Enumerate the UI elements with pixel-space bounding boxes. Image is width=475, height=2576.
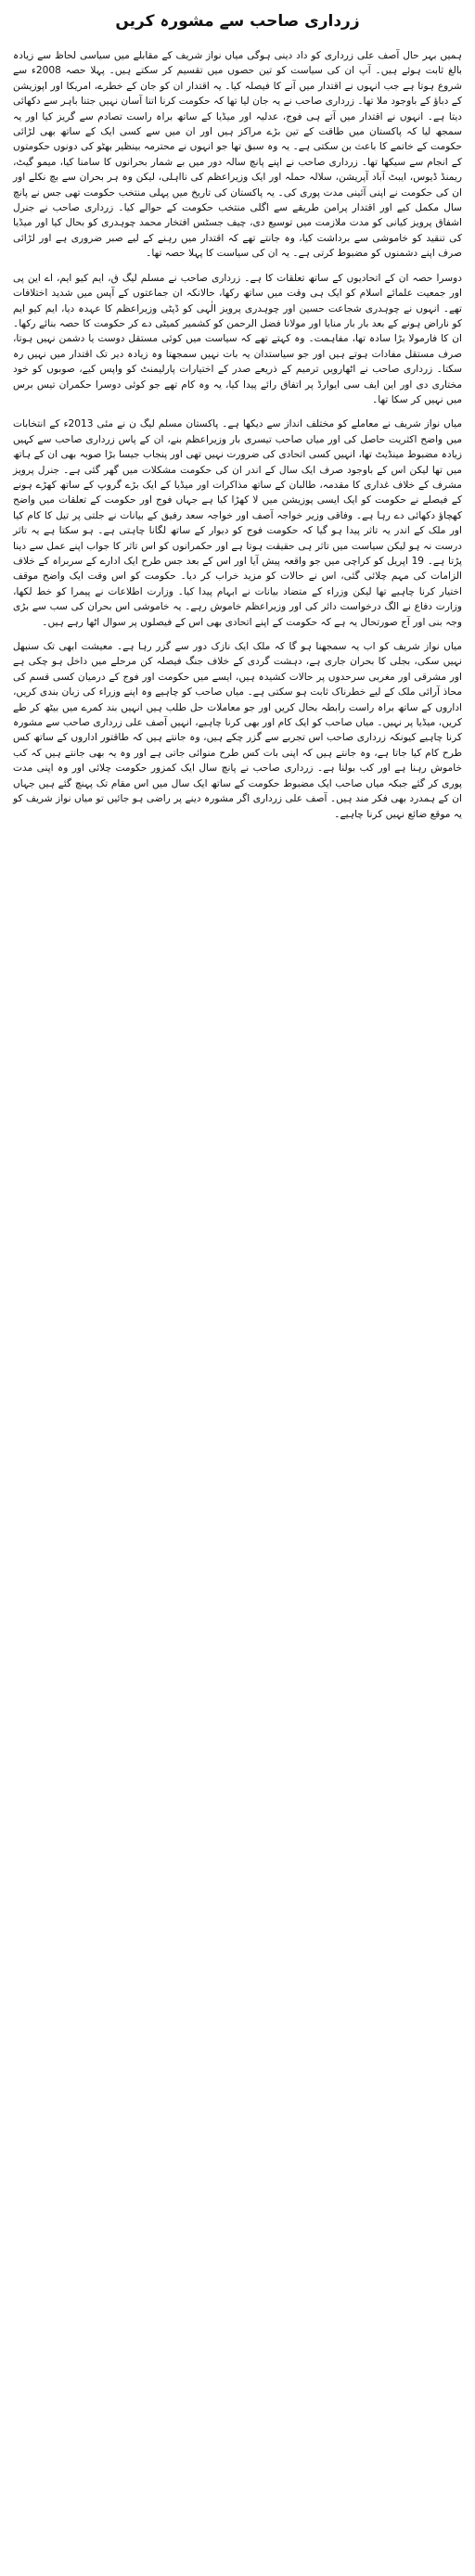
article-body <box>13 48 462 822</box>
paragraph: میاں نواز شریف نے معاملے کو مختلف انداز سے دیکھا ہے۔ پاکستان مسلم لیگ ن نے مئی 2013ء کے انتخابات میں واضح اکثریت حاصل کی اور میاں صاحب تیسری بار وزیراعظم بنے، ان کے پاس زرداری صاحب سے کہیں زیادہ مضبوط مینڈیٹ تھا، انہیں کسی اتحادی کی ضرورت نہیں تھی اور پنجاب جیسا بڑا صوبہ بھی ان کے ہاتھ میں تھا لیکن اس کے باوجود صرف ایک سال کے اندر ان کی حکومت مشکلات میں گھر گئی ہے۔ جنرل پرویز مشرف کے خلاف غداری کا مقدمہ، طالبان کے ساتھ مذاکرات اور میڈیا کے ایک بڑے گروپ کے ساتھ کھڑے ہونے کے فیصلے نے حکومت کو ایک ایسی پوزیشن میں لا کھڑا کیا ہے جہاں فوج اور حکومت کے تعلقات میں واضح کھچاؤ دکھائی دے رہا ہے۔ وفاقی وزیر خواجہ آصف اور خواجہ سعد رفیق کے بیانات نے جلتی پر تیل کا کام کیا اور ملک کے اندر یہ تاثر پیدا ہو گیا کہ حکومت فوج کو دیوار کے ساتھ لگانا چاہتی ہے۔ ہو سکتا ہے یہ تاثر درست نہ ہو لیکن سیاست میں تاثر ہی حقیقت ہوتا ہے اور حکمرانوں کو اس تاثر کا جواب اپنے عمل سے دینا پڑتا ہے۔ 19 اپریل کو کراچی میں جو واقعہ پیش آیا اور اس کے بعد جس طرح ایک ادارے کے سربراہ کے خلاف الزامات کی مہم چلائی گئی، اس نے حالات کو مزید خراب کر دیا۔ حکومت کو اس وقت ایک واضح موقف اختیار کرنا چاہیے تھا لیکن وزراء کے متضاد بیانات نے ابہام پیدا کیا۔ وزارت اطلاعات نے پیمرا کو خط لکھا، وزارت دفاع نے الگ درخواست دائر کی اور وزیراعظم خاموش رہے۔ یہ خاموشی اس بحران کی سب سے بڑی وجہ بنی اور آج صورتحال یہ ہے کہ حکومت کے اپنے اتحادی بھی اس کے فیصلوں پر سوال اٹھا رہے ہیں۔ <box>13 418 462 628</box>
headline: زرداری صاحب سے مشورہ کریں <box>115 12 360 31</box>
paragraph: دوسرا حصہ ان کے اتحادیوں کے ساتھ تعلقات کا ہے۔ زرداری صاحب نے مسلم لیگ ق، ایم کیو ایم، اے این پی اور جمعیت علمائے اسلام کو ایک ہی وقت میں ساتھ رکھا، حالانکہ ان جماعتوں کے آپس میں شدید اختلافات تھے۔ انہوں نے چوہدری شجاعت حسین اور چوہدری پرویز الٰہی کو ڈپٹی وزیراعظم کا عہدہ دیا، ایم کیو ایم کو ناراض ہونے کے بعد بار بار منایا اور مولانا فضل الرحمن کو کشمیر کمیٹی دے کر حکومت کا حصہ بنائے رکھا۔ ان کا فارمولا بڑا سادہ تھا، مفاہمت۔ وہ کہتے تھے کہ سیاست میں کوئی مستقل دوست یا دشمن نہیں ہوتا، صرف مستقل مفادات ہوتے ہیں اور جو سیاستدان یہ بات نہیں سمجھتا وہ زیادہ دیر تک اقتدار میں نہیں رہ سکتا۔ زرداری صاحب نے اٹھارویں ترمیم کے ذریعے صدر کے اختیارات پارلیمنٹ کو واپس کیے، صوبوں کو خود مختاری دی اور این ایف سی ایوارڈ پر اتفاق رائے پیدا کیا، یہ وہ کام تھے جو کوئی دوسرا حکمران تیس برس میں نہیں کر سکا تھا۔ <box>13 272 462 405</box>
paragraph: ہمیں بہر حال آصف علی زرداری کو داد دینی ہوگی میاں نواز شریف کے مقابلے میں سیاسی لحاظ سے زیادہ بالغ ثابت ہوئے ہیں۔ آپ ان کی سیاست کو تین حصوں میں تقسیم کر سکتے ہیں۔ پہلا حصہ 2008ء سے شروع ہوتا ہے جب انہوں نے اقتدار میں آنے کا فیصلہ کیا۔ یہ اقتدار ان کو جان کے خطرے، امریکا اور اپوزیشن کے دباؤ کے باوجود ملا تھا۔ زرداری صاحب نے یہ جان لیا تھا کہ حکومت کرنا اتنا آسان نہیں جتنا باہر سے دکھائی دیتا ہے۔ انہوں نے اقتدار میں آتے ہی فوج، عدلیہ اور میڈیا کے ساتھ براہ راست تصادم سے گریز کیا اور یہ سمجھ لیا کہ پاکستان میں طاقت کے تین بڑے مراکز ہیں اور ان میں سے کسی ایک کے ساتھ بھی لڑائی حکومت کے خاتمے کا باعث بن سکتی ہے۔ یہ وہ سبق تھا جو انہوں نے محترمہ بینظیر بھٹو کی دونوں حکومتوں کے انجام سے سیکھا تھا۔ زرداری صاحب نے اپنے پانچ سالہ دور میں بے شمار بحرانوں کا سامنا کیا، میمو گیٹ، ریمنڈ ڈیوس، ایبٹ آباد آپریشن، سلالہ حملہ اور ایک وزیراعظم کی نااہلی، لیکن وہ ہر بحران سے بچ نکلے اور ان کی حکومت نے اپنی آئینی مدت پوری کی۔ یہ پاکستان کی تاریخ میں پہلی منتخب حکومت تھی جس نے پانچ سال مکمل کیے اور اقتدار پرامن طریقے سے اگلی منتخب حکومت کے حوالے کیا۔ زرداری صاحب نے جنرل اشفاق پرویز کیانی کو مدت ملازمت میں توسیع دی، چیف جسٹس افتخار محمد چوہدری کو بحال کیا اور میڈیا کی تنقید کو خاموشی سے برداشت کیا، وہ جانتے تھے کہ اقتدار میں رہنے کے لیے صبر ضروری ہے اور لڑائی صرف اپنے دشمنوں کو مضبوط کرتی ہے۔ یہ ان کی سیاست کا پہلا حصہ تھا۔ <box>13 50 462 260</box>
paragraph: میاں نواز شریف کو اب یہ سمجھنا ہو گا کہ ملک ایک نازک دور سے گزر رہا ہے۔ معیشت ابھی تک سنبھل نہیں سکی، بجلی کا بحران جاری ہے، دہشت گردی کے خلاف جنگ فیصلہ کن مرحلے میں داخل ہو چکی ہے اور مشرقی اور مغربی سرحدوں پر حالات کشیدہ ہیں، ایسے میں حکومت اور فوج کے درمیان کسی قسم کی محاذ آرائی ملک کے لیے خطرناک ثابت ہو سکتی ہے۔ میاں صاحب کو چاہیے وہ اپنے وزراء کی زبان بندی کریں، اداروں کے ساتھ براہ راست رابطہ بحال کریں اور جو معاملات حل طلب ہیں انہیں بند کمرے میں بیٹھ کر طے کریں، میڈیا پر نہیں۔ میاں صاحب کو ایک کام اور بھی کرنا چاہیے، انہیں آصف علی زرداری صاحب سے مشورہ کرنا چاہیے کیونکہ زرداری صاحب اس تجربے سے گزر چکے ہیں، وہ جانتے ہیں کہ طاقتور اداروں کے ساتھ کس طرح کام کیا جاتا ہے، وہ جانتے ہیں کہ اپنی بات کس طرح منوائی جاتی ہے اور وہ یہ بھی جانتے ہیں کہ کب خاموش رہنا ہے اور کب بولنا ہے۔ زرداری صاحب نے پانچ سال ایک کمزور حکومت چلائی اور وہ اپنی مدت پوری کر گئے جبکہ میاں صاحب ایک مضبوط حکومت کے ساتھ ایک سال میں اس مقام تک پہنچ گئے ہیں جہاں ان کے ہمدرد بھی فکر مند ہیں۔ آصف علی زرداری اگر مشورہ دینے پر راضی ہو جائیں تو میاں نواز شریف کو یہ موقع ضائع نہیں کرنا چاہیے۔ <box>13 641 462 820</box>
